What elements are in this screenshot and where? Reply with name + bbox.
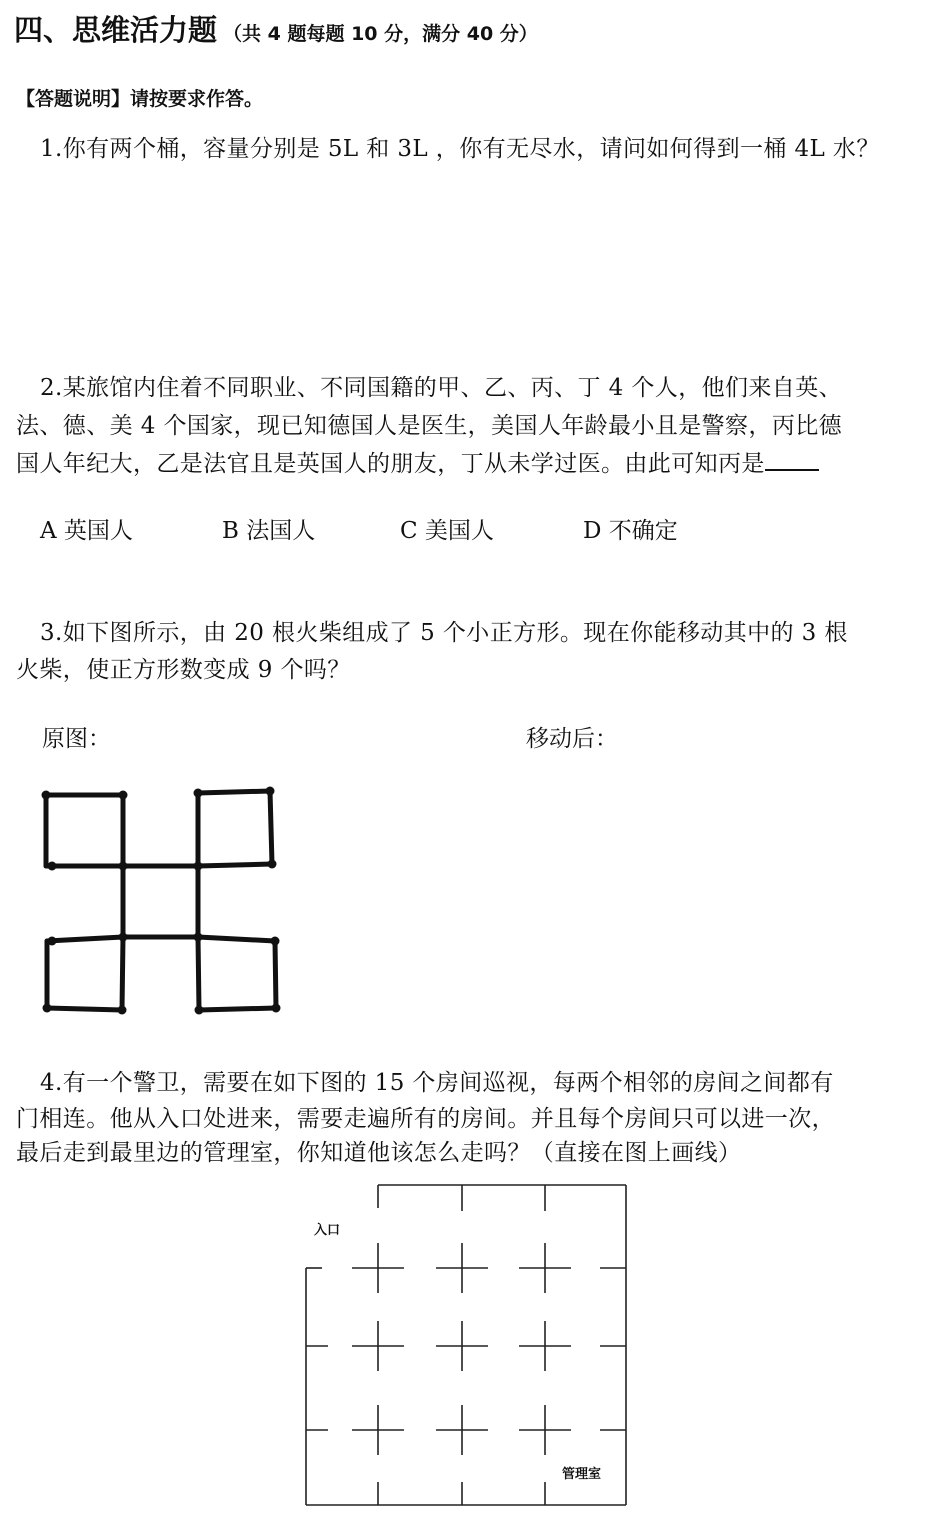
option-a[interactable]: A 英国人: [40, 518, 133, 544]
section-subtitle: （共 4 题每题 10 分，满分 40 分）: [223, 23, 538, 45]
question-4-line-1: 4.有一个警卫，需要在如下图的 15 个房间巡视，每两个相邻的房间之间都有: [40, 1070, 834, 1096]
question-4-line-2: 门相连。他从入口处进来，需要走遍所有的房间。并且每个房间只可以进一次，: [16, 1106, 835, 1132]
option-d[interactable]: D 不确定: [583, 518, 678, 544]
office-label: 管理室: [562, 1467, 602, 1482]
question-2-line-1: 2.某旅馆内住着不同职业、不同国籍的甲、乙、丙、丁 4 个人，他们来自英、: [40, 375, 842, 401]
question-1-text: 1.你有两个桶，容量分别是 5L 和 3L ，你有无尽水，请问如何得到一桶 4L 水？: [40, 136, 880, 162]
question-3-line-1: 3.如下图所示，由 20 根火柴组成了 5 个小正方形。现在你能移动其中的 3 根: [40, 620, 848, 646]
question-2-line-3-text: 国人年纪大，乙是法官且是英国人的朋友，丁从未学过医。由此可知丙是: [16, 451, 765, 477]
question-3-line-2: 火柴，使正方形数变成 9 个吗？: [16, 657, 351, 683]
label-original-figure: 原图：: [42, 726, 111, 752]
section-title-text: 四、思维活力题: [14, 13, 218, 47]
label-after-move: 移动后：: [526, 726, 618, 752]
option-c[interactable]: C 美国人: [400, 518, 494, 544]
entrance-label: 入口: [314, 1223, 341, 1238]
answer-instruction: 【答题说明】请按要求作答。: [16, 88, 264, 110]
question-4-line-3: 最后走到最里边的管理室，你知道他该怎么走吗？（直接在图上画线）: [16, 1140, 742, 1166]
option-b[interactable]: B 法国人: [222, 518, 316, 544]
question-2-line-2: 法、德、美 4 个国家，现已知德国人是医生，美国人年龄最小且是警察，丙比德: [16, 413, 843, 439]
